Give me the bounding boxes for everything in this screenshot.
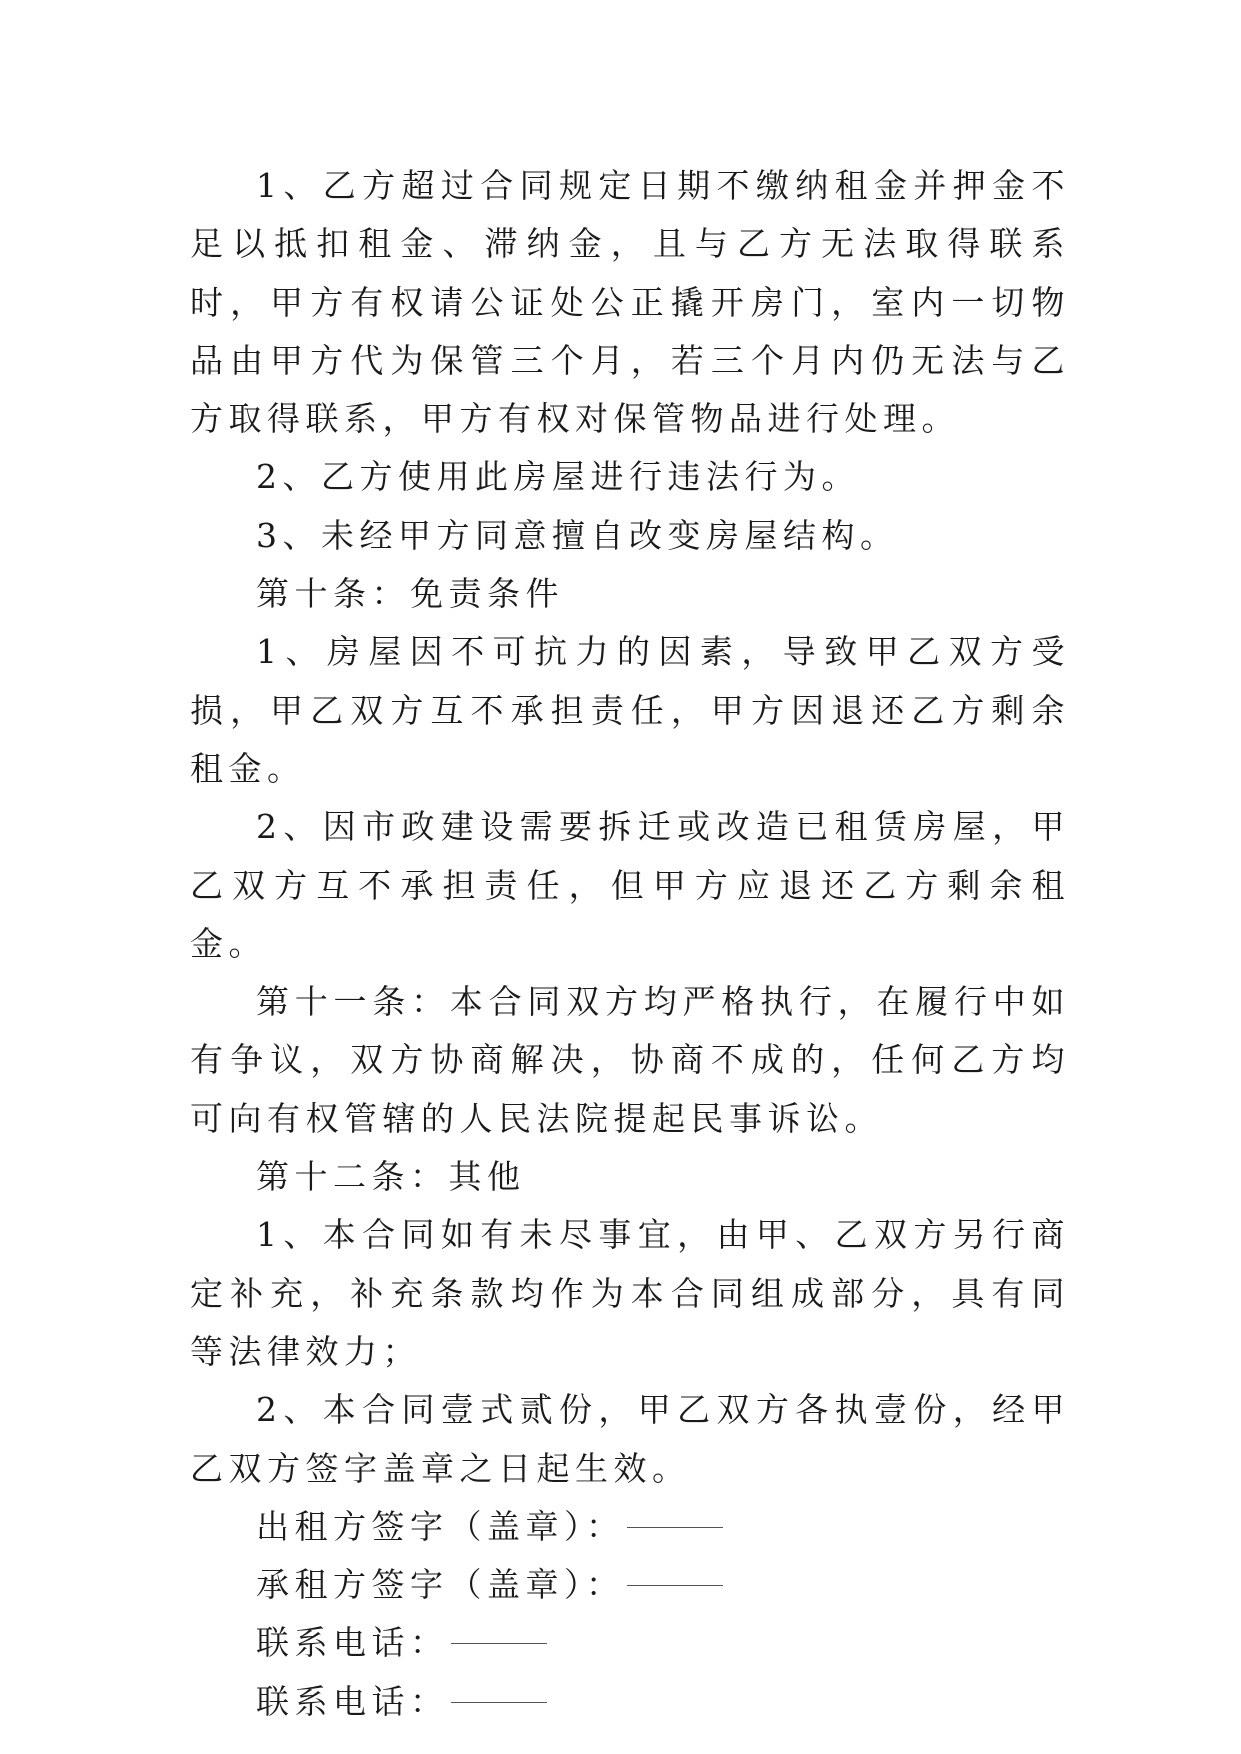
article-12-heading: 第十二条：其他 [256,1157,526,1197]
clause-supplement: 1、本合同如有未尽事宜，由甲、乙双方另行商定补充，补充条款均作为本合同组成部分，具有同等法律效力； [190,1215,1070,1371]
clause-copies: 2、本合同壹式贰份，甲乙双方各执壹份，经甲乙双方签字盖章之日起生效。 [190,1390,1070,1488]
phone-label-2: 联系电话： [256,1681,449,1721]
clause-force-majeure: 1、房屋因不可抗力的因素，导致甲乙双方受损，甲乙双方互不承担责任，甲方因退还乙方剩余租金。 [190,632,1070,788]
lessor-signature-label: 出租方签字（盖章）： [256,1506,625,1546]
clause-default-rent: 1、乙方超过合同规定日期不缴纳租金并押金不足以抵扣租金、滞纳金，且与乙方无法取得联系时，甲方有权请公证处公正撬开房门，室内一切物品由甲方代为保管三个月，若三个月内仍无法与乙方取得联系，甲方有权对保管物品进行处理。 [190,166,1070,439]
lessor-signature-line [190,1498,1070,1556]
lessee-signature-line [190,1556,1070,1614]
lessor-signature-blank [627,1526,723,1528]
phone-label-1: 联系电话： [256,1623,449,1663]
phone-blank-1 [451,1642,547,1644]
phone-line-1 [190,1614,1070,1672]
lessee-signature-label: 承租方签字（盖章）： [256,1565,625,1605]
clause-illegal-use: 2、乙方使用此房屋进行违法行为。 [256,457,860,497]
clause-demolition: 2、因市政建设需要拆迁或改造已租赁房屋，甲乙双方互不承担责任，但甲方应退还乙方剩余租金。 [190,807,1070,963]
article-11-dispute: 第十一条：本合同双方均严格执行，在履行中如有争议，双方协商解决，协商不成的，任何乙方均可向有权管辖的人民法院提起民事诉讼。 [190,982,1070,1138]
clause-structure-change: 3、未经甲方同意擅自改变房屋结构。 [256,515,899,555]
article-10-heading: 第十条：免责条件 [256,574,564,614]
phone-line-2 [190,1673,1070,1731]
phone-blank-2 [451,1701,547,1703]
contract-body [190,157,1070,1731]
lessee-signature-blank [627,1584,723,1586]
